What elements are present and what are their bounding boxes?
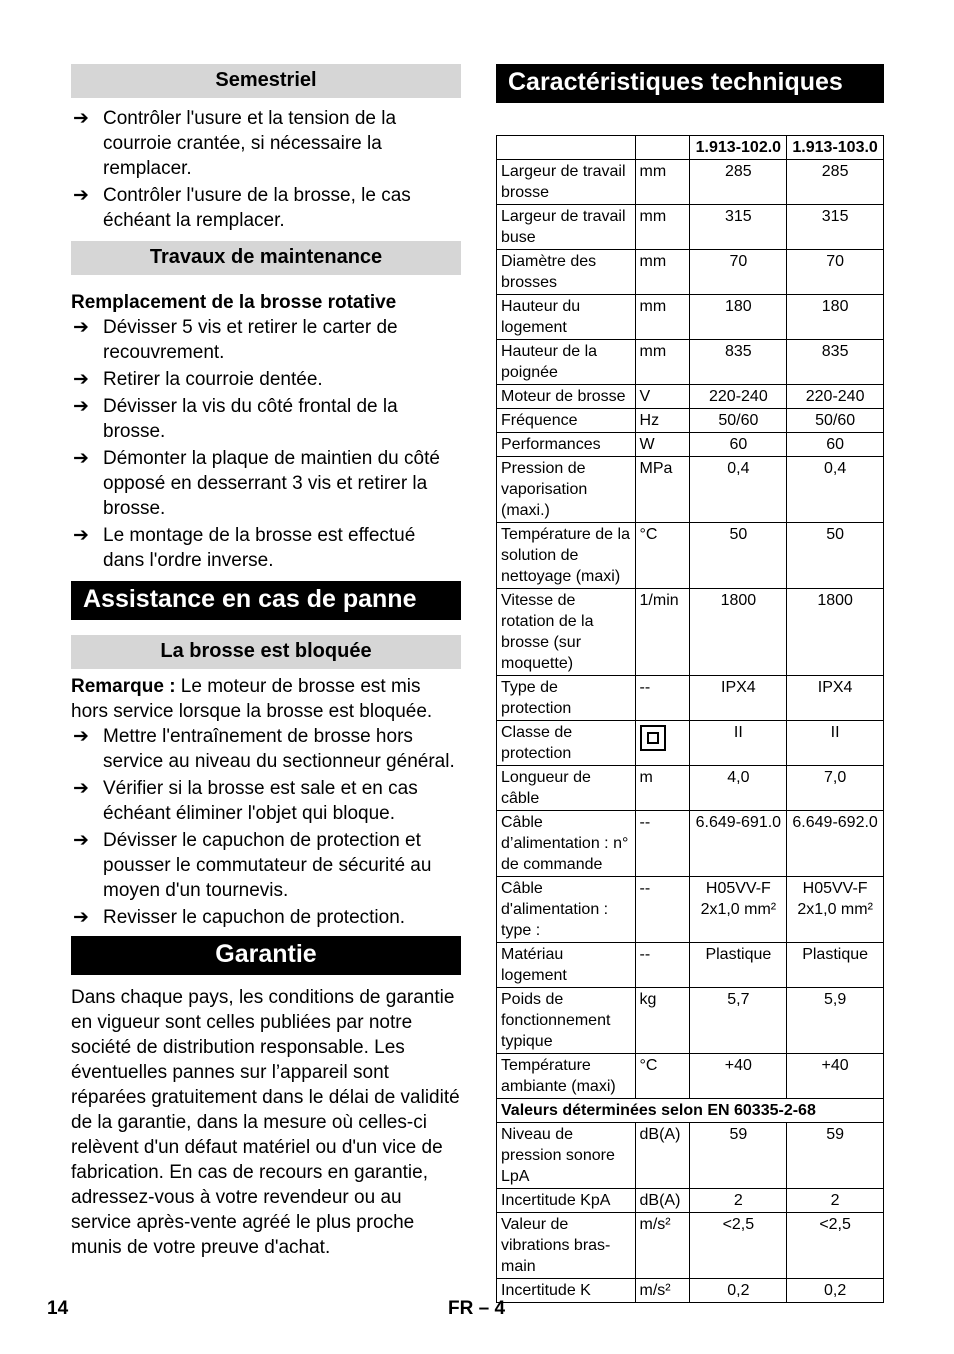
- table-cell: 2: [787, 1189, 884, 1213]
- table-row: [497, 340, 884, 385]
- table-cell: 0,2: [690, 1279, 787, 1303]
- table-cell: 5,9: [787, 988, 884, 1054]
- section-garantie-title: Garantie: [71, 936, 461, 975]
- table-cell: Hauteur du logement: [497, 295, 636, 340]
- table-cell: 2: [690, 1189, 787, 1213]
- table-row: [497, 295, 884, 340]
- table-cell: 5,7: [690, 988, 787, 1054]
- table-cell: 59: [787, 1123, 884, 1189]
- table-cell: [635, 721, 690, 766]
- table-cell: Incertitude KpA: [497, 1189, 636, 1213]
- table-cell: --: [635, 676, 690, 721]
- table-cell: 6.649-692.0: [787, 811, 884, 877]
- table-cell: 50/60: [787, 409, 884, 433]
- table-cell: II: [787, 721, 884, 766]
- table-cell: 835: [787, 340, 884, 385]
- table-cell: Largeur de travail brosse: [497, 160, 636, 205]
- table-row: [497, 877, 884, 943]
- assistance-list: [71, 724, 461, 930]
- list-item: ➔ Revisser le capuchon de protection.: [71, 905, 461, 930]
- table-cell: Hauteur de la poignée: [497, 340, 636, 385]
- table-cell: Niveau de pression sonore LpA: [497, 1123, 636, 1189]
- list-item: ➔ Vérifier si la brosse est sale et en cas échéant éliminer l'objet qui bloque.: [71, 776, 461, 826]
- table-cell: 180: [690, 295, 787, 340]
- list-item: ➔ Dévisser la vis du côté frontal de la brosse.: [71, 394, 461, 444]
- table-row: [497, 676, 884, 721]
- table-cell: <2,5: [690, 1213, 787, 1279]
- table-cell: IPX4: [690, 676, 787, 721]
- list-item: ➔ Dévisser le capuchon de protection et pousser le commutateur de sécurité au moyen d'un tournevis.: [71, 828, 461, 903]
- table-cell: 0,4: [787, 457, 884, 523]
- table-cell: <2,5: [787, 1213, 884, 1279]
- table-cell: 50/60: [690, 409, 787, 433]
- specs-header-row: [497, 136, 884, 160]
- specs-table: [496, 135, 884, 1303]
- table-row: [497, 943, 884, 988]
- table-row: [497, 988, 884, 1054]
- table-cell: Pression de vaporisation (maxi.): [497, 457, 636, 523]
- list-item: ➔ Retirer la courroie dentée.: [71, 367, 461, 392]
- table-row: [497, 766, 884, 811]
- right-column: [496, 64, 884, 1303]
- footer-lang-code: FR: [448, 1298, 474, 1319]
- table-cell: H05VV-F 2x1,0 mm²: [690, 877, 787, 943]
- footer-lang: [448, 1298, 505, 1320]
- table-row: [497, 811, 884, 877]
- left-column: [71, 64, 461, 1260]
- header-cell: [635, 136, 690, 160]
- table-cell: Température ambiante (maxi): [497, 1054, 636, 1099]
- table-row: [497, 1189, 884, 1213]
- table-row: [497, 250, 884, 295]
- table-section-row: [497, 1099, 884, 1123]
- table-cell: --: [635, 877, 690, 943]
- table-cell: 0,4: [690, 457, 787, 523]
- table-cell: 1800: [690, 589, 787, 676]
- table-cell: Câble d’alimentation : n° de commande: [497, 811, 636, 877]
- remark-label: Remarque :: [71, 676, 176, 697]
- table-cell: Incertitude K: [497, 1279, 636, 1303]
- table-cell: dB(A): [635, 1123, 690, 1189]
- table-cell: IPX4: [787, 676, 884, 721]
- table-cell: --: [635, 943, 690, 988]
- table-cell: Câble d'alimentation : type :: [497, 877, 636, 943]
- table-cell: mm: [635, 250, 690, 295]
- table-cell: 60: [787, 433, 884, 457]
- table-cell: Hz: [635, 409, 690, 433]
- table-cell: mm: [635, 205, 690, 250]
- table-cell: 1800: [787, 589, 884, 676]
- table-cell: dB(A): [635, 1189, 690, 1213]
- table-cell: °C: [635, 523, 690, 589]
- remark-text: Le moteur de brosse est mis hors service lorsque la brosse est bloquée.: [71, 676, 433, 722]
- protection-class-icon: [640, 725, 666, 751]
- table-row: [497, 1123, 884, 1189]
- table-row: [497, 721, 884, 766]
- specs-title: Caractéristiques techniques: [496, 64, 884, 103]
- list-item: ➔ Démonter la plaque de maintien du côté opposé en desserrant 3 vis et retirer la brosse.: [71, 446, 461, 521]
- table-cell: mm: [635, 295, 690, 340]
- header-model-1: 1.913-102.0: [690, 136, 787, 160]
- list-item: ➔ Mettre l'entraînement de brosse hors service au niveau du sectionneur général.: [71, 724, 461, 774]
- table-cell: 180: [787, 295, 884, 340]
- table-row: [497, 1054, 884, 1099]
- table-row: [497, 457, 884, 523]
- list-item: ➔ Contrôler l'usure de la brosse, le cas échéant la remplacer.: [71, 183, 461, 233]
- header-cell: [497, 136, 636, 160]
- table-cell: 50: [787, 523, 884, 589]
- table-cell: Type de protection: [497, 676, 636, 721]
- table-row: [497, 205, 884, 250]
- table-cell: Température de la solution de nettoyage (maxi): [497, 523, 636, 589]
- table-row: [497, 385, 884, 409]
- section-assistance-title: Assistance en cas de panne: [71, 581, 461, 620]
- section-semestriel-title: Semestriel: [71, 64, 461, 98]
- table-cell: °C: [635, 1054, 690, 1099]
- table-cell: Fréquence: [497, 409, 636, 433]
- table-cell: Matériau logement: [497, 943, 636, 988]
- table-row: [497, 523, 884, 589]
- garantie-text: Dans chaque pays, les conditions de garantie en vigueur sont celles publiées par notre société de distribution responsable. Les éventuelles pannes sur l’appareil sont réparées gratuitement dans le délai de validité de la garantie, dans la mesure où celles-ci relèvent d'un défaut matériel ou d'un vice de fabrication. En cas de recours en garantie, adressez-vous à votre revendeur ou au service après-vente agréé le plus proche munis de votre preuve d'achat.: [71, 987, 460, 1258]
- list-item: ➔ Contrôler l'usure et la tension de la courroie crantée, si nécessaire la remplacer.: [71, 106, 461, 181]
- table-cell: 70: [690, 250, 787, 295]
- specs-body: [497, 160, 884, 1303]
- maintenance-subtitle: Remplacement de la brosse rotative: [71, 292, 397, 313]
- table-cell: 315: [787, 205, 884, 250]
- table-cell: 285: [787, 160, 884, 205]
- table-cell: Diamètre des brosses: [497, 250, 636, 295]
- table-row: [497, 409, 884, 433]
- table-cell: II: [690, 721, 787, 766]
- page-number: 14: [47, 1298, 69, 1319]
- table-cell: +40: [787, 1054, 884, 1099]
- table-cell: 60: [690, 433, 787, 457]
- table-cell: Performances: [497, 433, 636, 457]
- table-cell: W: [635, 433, 690, 457]
- list-item: ➔ Dévisser 5 vis et retirer le carter de recouvrement.: [71, 315, 461, 365]
- table-cell: Plastique: [787, 943, 884, 988]
- table-cell: 220-240: [690, 385, 787, 409]
- section-maintenance-title: Travaux de maintenance: [71, 241, 461, 275]
- table-cell: MPa: [635, 457, 690, 523]
- table-cell: Longueur de câble: [497, 766, 636, 811]
- table-cell: Moteur de brosse: [497, 385, 636, 409]
- table-cell: 6.649-691.0: [690, 811, 787, 877]
- table-cell: 50: [690, 523, 787, 589]
- semestriel-list: [71, 106, 461, 233]
- table-cell: mm: [635, 160, 690, 205]
- table-row: [497, 160, 884, 205]
- table-cell: mm: [635, 340, 690, 385]
- table-cell: --: [635, 811, 690, 877]
- table-section-label: Valeurs déterminées selon EN 60335-2-68: [497, 1099, 884, 1123]
- table-cell: kg: [635, 988, 690, 1054]
- table-cell: 315: [690, 205, 787, 250]
- assistance-subtitle: La brosse est bloquée: [71, 635, 461, 669]
- table-row: [497, 589, 884, 676]
- table-row: [497, 1213, 884, 1279]
- table-cell: 1/min: [635, 589, 690, 676]
- table-cell: Plastique: [690, 943, 787, 988]
- table-cell: 285: [690, 160, 787, 205]
- table-cell: m/s²: [635, 1279, 690, 1303]
- table-row: [497, 433, 884, 457]
- table-cell: V: [635, 385, 690, 409]
- table-cell: m: [635, 766, 690, 811]
- table-cell: 7,0: [787, 766, 884, 811]
- table-cell: Vitesse de rotation de la brosse (sur moquette): [497, 589, 636, 676]
- table-cell: m/s²: [635, 1213, 690, 1279]
- table-row: [497, 1279, 884, 1303]
- list-item: ➔ Le montage de la brosse est effectué dans l'ordre inverse.: [71, 523, 461, 573]
- table-cell: 835: [690, 340, 787, 385]
- assistance-remark: [71, 674, 461, 724]
- table-cell: H05VV-F 2x1,0 mm²: [787, 877, 884, 943]
- maintenance-list: [71, 315, 461, 573]
- footer-page-ref: – 4: [478, 1298, 506, 1319]
- table-cell: 0,2: [787, 1279, 884, 1303]
- table-cell: 220-240: [787, 385, 884, 409]
- table-cell: 4,0: [690, 766, 787, 811]
- table-cell: Classe de protection: [497, 721, 636, 766]
- table-cell: 59: [690, 1123, 787, 1189]
- table-cell: Valeur de vibrations bras-main: [497, 1213, 636, 1279]
- table-cell: Largeur de travail buse: [497, 205, 636, 250]
- table-cell: Poids de fonctionnement typique: [497, 988, 636, 1054]
- header-model-2: 1.913-103.0: [787, 136, 884, 160]
- table-cell: +40: [690, 1054, 787, 1099]
- table-cell: 70: [787, 250, 884, 295]
